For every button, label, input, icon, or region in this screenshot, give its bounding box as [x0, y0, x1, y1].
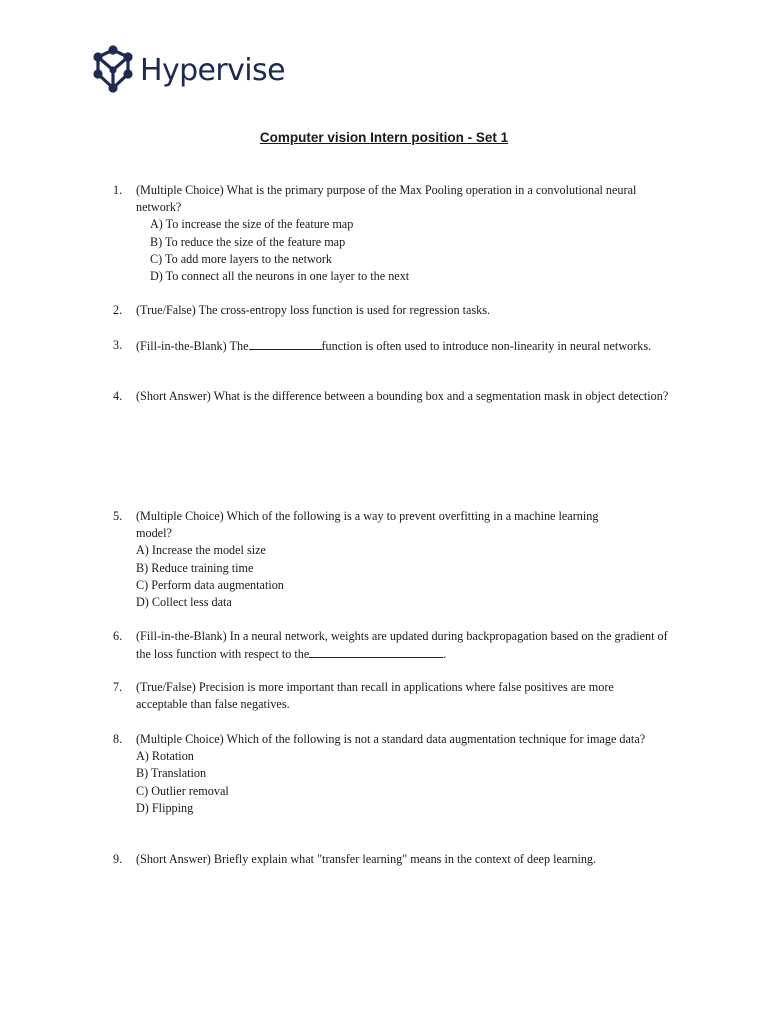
- answer-option: C) Perform data augmentation: [136, 577, 284, 592]
- answer-option: C) Outlier removal: [136, 783, 229, 798]
- question-number: 3.: [113, 338, 123, 352]
- answer-option: B) To reduce the size of the feature map: [150, 234, 346, 249]
- question-number: 8.: [113, 732, 123, 746]
- answer-option: B) Translation: [136, 766, 207, 781]
- question-text: What is the primary purpose of the Max Pooling operation in a convolutional neural network?: [136, 183, 637, 215]
- question-2: [113, 302, 673, 319]
- answer-option: A) To increase the size of the feature map: [150, 217, 354, 232]
- question-number: 1.: [113, 183, 123, 197]
- fill-in-blank: [309, 645, 443, 658]
- question-6: [113, 628, 675, 663]
- question-type: (Fill-in-the-Blank): [136, 339, 227, 353]
- question-type: (Multiple Choice): [136, 509, 224, 523]
- question-8: [113, 731, 673, 817]
- question-number: 4.: [113, 389, 123, 403]
- question-type: (Multiple Choice): [136, 732, 224, 746]
- answer-option: D) Collect less data: [136, 595, 232, 610]
- question-text-before: In a neural network, weights are updated during backpropagation based on the gradient of the loss function with respect to the: [136, 629, 668, 662]
- question-type: (True/False): [136, 303, 196, 317]
- question-number: 9.: [113, 852, 123, 866]
- brand-logo: [90, 44, 285, 98]
- question-3: [113, 337, 673, 355]
- question-7: [113, 679, 653, 713]
- question-type: (Short Answer): [136, 852, 211, 866]
- question-number: 2.: [113, 303, 123, 317]
- question-1: [113, 182, 673, 285]
- question-text: Precision is more important than recall in applications where false positives are more acceptable than false negatives.: [136, 680, 614, 712]
- question-text: The cross-entropy loss function is used for regression tasks.: [198, 303, 491, 317]
- question-5: [113, 508, 633, 611]
- question-type: (Fill-in-the-Blank): [136, 629, 227, 643]
- answer-option: D) Flipping: [136, 800, 194, 815]
- network-logo-icon: [90, 44, 136, 98]
- question-type: (Multiple Choice): [136, 183, 224, 197]
- question-text: Briefly explain what "transfer learning" means in the context of deep learning.: [213, 852, 597, 866]
- question-type: (Short Answer): [136, 389, 211, 403]
- answer-option: C) To add more layers to the network: [150, 251, 333, 266]
- question-text-after: function is often used to introduce non-linearity in neural networks.: [321, 339, 652, 353]
- brand-name: Hypervise: [140, 53, 285, 88]
- question-number: 7.: [113, 680, 123, 694]
- question-text-before: The: [229, 339, 249, 353]
- answer-option: D) To connect all the neurons in one layer to the next: [150, 269, 410, 284]
- question-text: What is the difference between a bounding box and a segmentation mask in object detection?: [213, 389, 669, 403]
- question-text: Which of the following is not a standard data augmentation technique for image data?: [226, 732, 646, 746]
- answer-option: A) Increase the model size: [136, 543, 266, 558]
- question-9: [113, 851, 673, 868]
- question-4: [113, 388, 673, 405]
- answer-option: B) Reduce training time: [136, 560, 254, 575]
- question-number: 5.: [113, 509, 123, 523]
- fill-in-blank: [249, 337, 322, 350]
- question-text: Which of the following is a way to prevent overfitting in a machine learning model?: [136, 509, 599, 541]
- answer-option: A) Rotation: [136, 749, 194, 764]
- question-text-after: .: [443, 647, 447, 662]
- question-type: (True/False): [136, 680, 196, 694]
- question-number: 6.: [113, 629, 123, 643]
- page-title: Computer vision Intern position - Set 1: [259, 130, 509, 145]
